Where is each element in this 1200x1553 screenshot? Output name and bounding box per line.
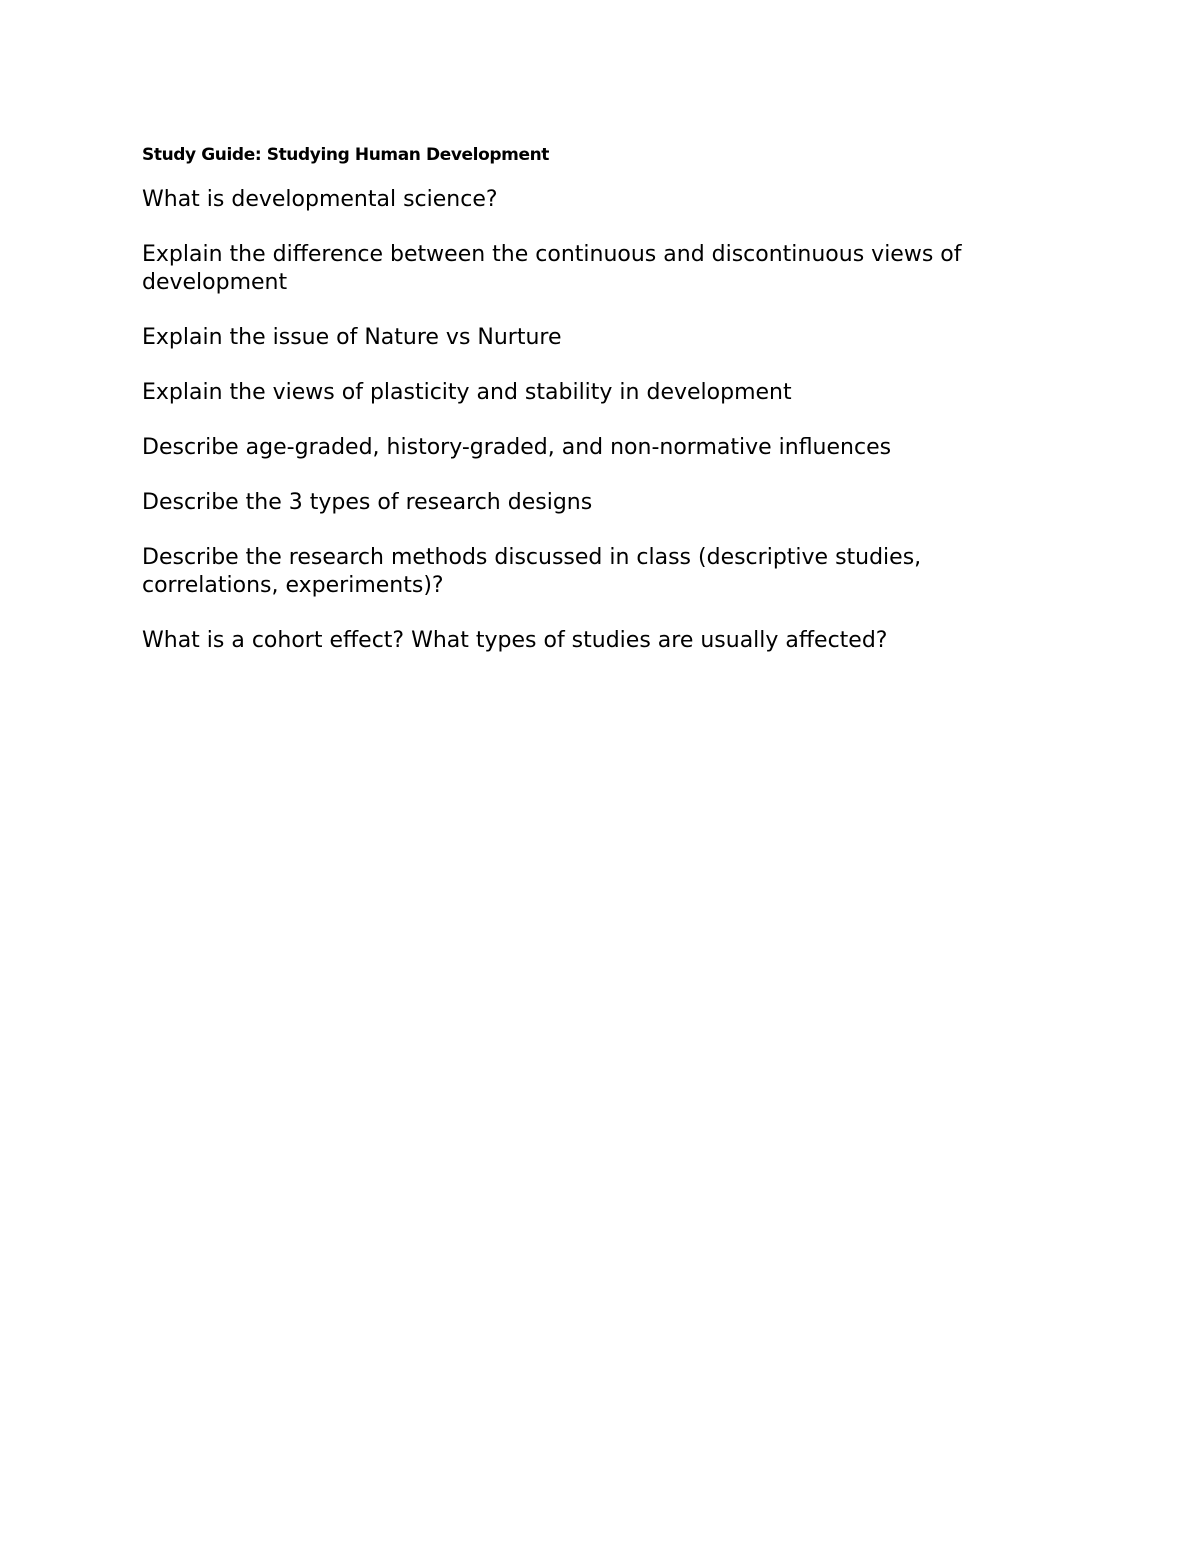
question-item: What is developmental science?	[142, 187, 498, 212]
document-title: Study Guide: Studying Human Development	[142, 145, 550, 165]
question-item: Explain the views of plasticity and stability in development	[142, 380, 792, 405]
question-item: Explain the issue of Nature vs Nurture	[142, 325, 562, 350]
question-item: What is a cohort effect? What types of studies are usually affected?	[142, 628, 888, 653]
question-list	[142, 186, 1062, 682]
question-item: Describe the 3 types of research designs	[142, 490, 593, 515]
question-item: Describe age-graded, history-graded, and non-normative influences	[142, 435, 892, 460]
question-item: Explain the difference between the continuous and discontinuous views of development	[142, 242, 962, 295]
question-item: Describe the research methods discussed in class (descriptive studies, correlations, experiments)?	[142, 545, 922, 598]
